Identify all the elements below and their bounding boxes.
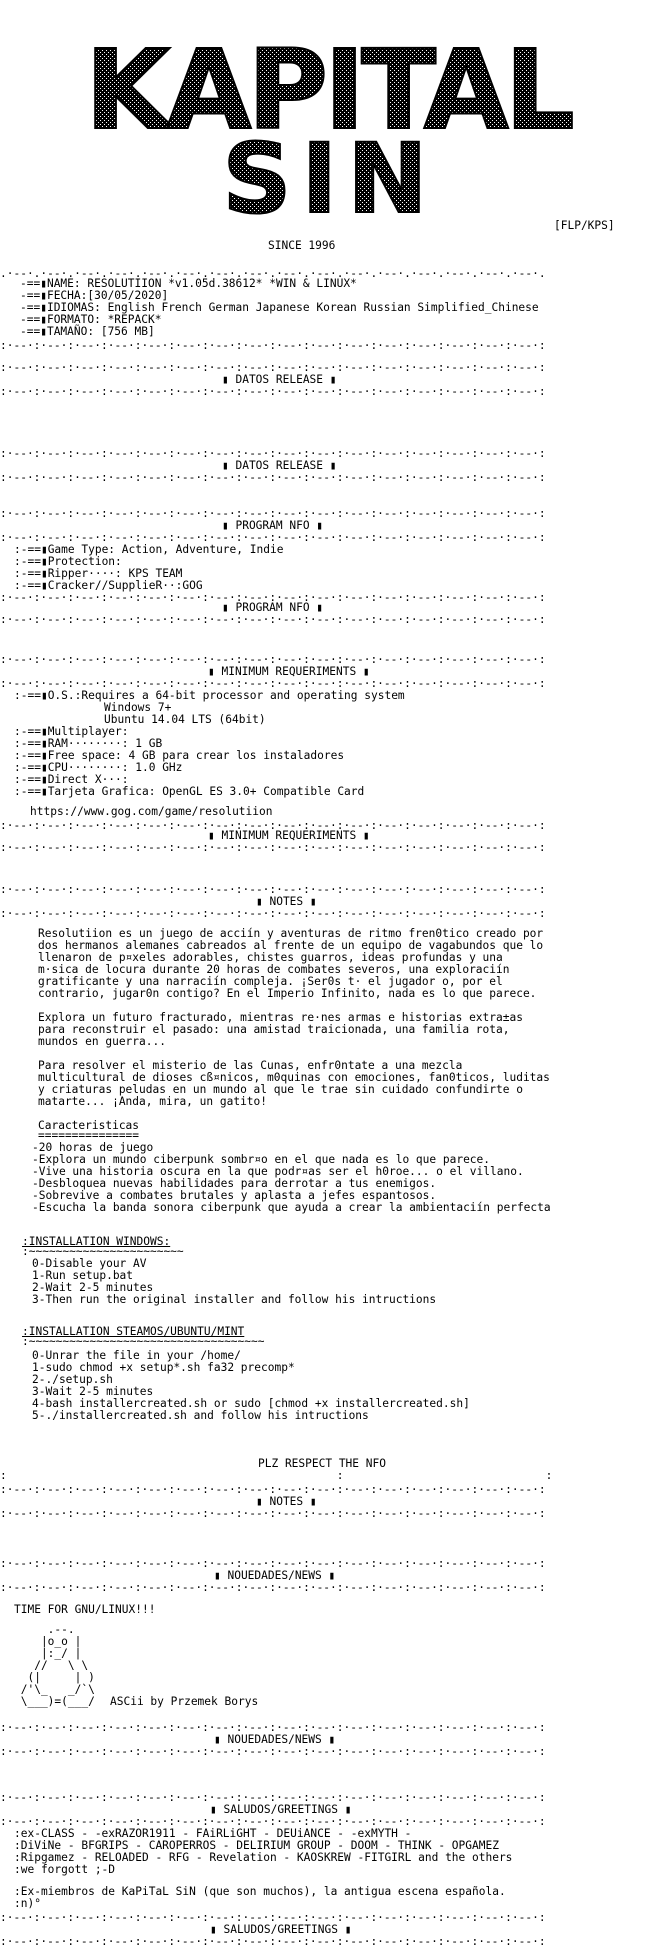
section-title-notes-end: ▮ NOTES ▮ — [256, 1495, 317, 1508]
notes-p2-line: mundos en guerra... — [38, 1035, 166, 1048]
notes-p3-line: matarte... ¡Anda, mira, un gatito! — [38, 1095, 268, 1108]
install-windows-title: :INSTALLATION WINDOWS: — [22, 1235, 171, 1248]
news-headline: TIME FOR GNU/LINUX!!! — [14, 1603, 156, 1616]
req-directx: ▮Direct X···: — [40, 773, 129, 786]
border-line: :·--·:·--·:·--·:·--·:·--·:·--·:·--·:·--·:·--·:·--·:·--·:·--·:·--·:·--·:·--·:·--·: — [0, 841, 546, 854]
install-step: 0-Disable your AV — [32, 1257, 147, 1270]
border-line: :·--·:·--·:·--·:·--·:·--·:·--·:·--·:·--·:·--·:·--·:·--·:·--·:·--·:·--·:·--·:·--·: — [0, 1935, 546, 1948]
border-line: :·--·:·--·:·--·:·--·:·--·:·--·:·--·:·--·:·--·:·--·:·--·:·--·:·--·:·--·:·--·:·--·: — [0, 339, 546, 352]
program-line: :-==▮Ripper····: KPS TEAM — [14, 567, 183, 580]
border-line: :·--·:·--·:·--·:·--·:·--·:·--·:·--·:·--·:·--·:·--·:·--·:·--·:·--·:·--·:·--·:·--·: — [0, 1721, 546, 1734]
date-line: -==▮FECHA:[30/05/2020] — [20, 289, 169, 302]
program-line: :-==▮Protection: — [14, 555, 122, 568]
section-title-datos-release-2: ▮ DATOS RELEASE ▮ — [222, 459, 337, 472]
section-title-min-req: ▮ MINIMUM REQUERIMENTS ▮ — [208, 665, 370, 678]
border-line: :·--·:·--·:·--·:·--·:·--·:·--·:·--·:·--·:·--·:·--·:·--·:·--·:·--·:·--·:·--·:·--·: — [0, 1557, 546, 1570]
greetings-end: :n)° — [14, 1897, 41, 1910]
install-linux-title: :INSTALLATION STEAMOS/UBUNTU/MINT — [22, 1325, 245, 1338]
greetings-line: :Ripgamez - RELOADED - RFG - Revelation - KAOSKREW -FITGIRL and the others — [14, 1851, 513, 1864]
penguin-ascii-art: .--. |o_o | |:_/ | // \ \ (| | ) /'\_ _/`\ \___)=(___/ — [20, 1623, 95, 1708]
req-line: :-==▮O.S.:Requires a 64-bit processor and operating system — [14, 689, 405, 702]
features-title: Caracteristicas — [38, 1119, 140, 1132]
size-line: -==▮TAMAÑO: [756 MB] — [20, 325, 155, 338]
notes-p3-line: y criaturas peludas en un mundo al que le trae sin cuidado confundirte o — [38, 1083, 523, 1096]
game-url[interactable]: https://www.gog.com/game/resolutiion — [30, 805, 273, 818]
border-line: :·--·:·--·:·--·:·--·:·--·:·--·:·--·:·--·:·--·:·--·:·--·:·--·:·--·:·--·:·--·:·--·: — [0, 1911, 546, 1924]
program-line: :-==▮Game Type: Action, Adventure, Indie — [14, 543, 284, 556]
notes-p2-line: para reconstruir el pasado: una amistad traicionada, una familia rota, — [38, 1023, 510, 1036]
border-line: :·--·:·--·:·--·:·--·:·--·:·--·:·--·:·--·:·--·:·--·:·--·:·--·:·--·:·--·:·--·:·--·: — [0, 1507, 546, 1520]
border-line: :·--·:·--·:·--·:·--·:·--·:·--·:·--·:·--·:·--·:·--·:·--·:·--·:·--·:·--·:·--·:·--·: — [0, 591, 546, 604]
feature-item: -Escucha la banda sonora ciberpunk que ayuda a crear la ambientaciín perfecta — [32, 1201, 551, 1214]
border-line: :·--·:·--·:·--·:·--·:·--·:·--·:·--·:·--·:·--·:·--·:·--·:·--·:·--·:·--·:·--·:·--·: — [0, 507, 546, 520]
release-date: ▮FECHA:[30/05/2020] — [40, 289, 169, 302]
border-line: : : : — [0, 1469, 553, 1482]
since-text: SINCE 1996 — [268, 239, 336, 252]
req-line: :-==▮Tarjeta Grafica: OpenGL ES 3.0+ Compatible Card — [14, 785, 365, 798]
border-line: :·--·:·--·:·--·:·--·:·--·:·--·:·--·:·--·:·--·:·--·:·--·:·--·:·--·:·--·:·--·:·--·: — [0, 653, 546, 666]
req-os-3: Ubuntu 14.04 LTS (64bit) — [104, 713, 266, 726]
languages-line: -==▮IDIOMAS: English French German Japanese Korean Russian Simplified_Chinese — [20, 301, 539, 314]
border-line: :·--·:·--·:·--·:·--·:·--·:·--·:·--·:·--·:·--·:·--·:·--·:·--·:·--·:·--·:·--·:·--·: — [0, 1581, 546, 1594]
border-line: :·--·:·--·:·--·:·--·:·--·:·--·:·--·:·--·:·--·:·--·:·--·:·--·:·--·:·--·:·--·:·--·: — [0, 1815, 546, 1828]
section-title-greetings: ▮ SALUDOS/GREETINGS ▮ — [210, 1803, 352, 1816]
install-step: 5-./installercreated.sh and follow his intructions — [32, 1409, 369, 1422]
release-tag: [FLP/KPS] — [554, 219, 615, 232]
feature-item: -Vive una historia oscura en la que podr¤as ser el h0roe... o el villano. — [32, 1165, 524, 1178]
ascii-credit: ASCii by Przemek Borys — [110, 1695, 259, 1708]
notes-p1-line: contrario, jugar0n contigo? En el Imperio Infinito, nada es lo que parece. — [38, 987, 537, 1000]
req-line: :-==▮RAM········: 1 GB — [14, 737, 163, 750]
feature-item: -Sobrevive a combates brutales y aplasta a jefes espantosos. — [32, 1189, 437, 1202]
install-step: 3-Then run the original installer and follow his intructions — [32, 1293, 437, 1306]
req-graphics: ▮Tarjeta Grafica: OpenGL ES 3.0+ Compatible Card — [40, 785, 365, 798]
features-underline: =============== — [38, 1129, 140, 1142]
ripper: ▮Ripper····: KPS TEAM — [40, 567, 183, 580]
wavy-underline: :~~~~~~~~~~~~~~~~~~~~~~~~~~~~~~~~~~~ — [22, 1335, 265, 1348]
kapital-sin-logo — [0, 0, 656, 240]
section-title-greetings-end: ▮ SALUDOS/GREETINGS ▮ — [210, 1923, 352, 1936]
game-type: ▮Game Type: Action, Adventure, Indie — [40, 543, 284, 556]
install-step: 1-sudo chmod +x setup*.sh fa32 precomp* — [32, 1361, 295, 1374]
notes-p2-line: Explora un futuro fracturado, mientras re·nes armas e historias extra±as — [38, 1011, 523, 1024]
greetings-line: :ex-CLASS - -exRAZOR1911 - FAiRLiGHT - DEUiANCE - -exMYTH - — [14, 1827, 412, 1840]
logo-text-top: KAPITAL — [85, 26, 571, 154]
border-line: :·--·:·--·:·--·:·--·:·--·:·--·:·--·:·--·:·--·:·--·:·--·:·--·:·--·:·--·:·--·:·--·: — [0, 361, 546, 374]
notes-p1-line: m·sica de locura durante 20 horas de combates severos, una exploraciín — [38, 963, 510, 976]
notes-p1-line: Resolutiion es un juego de acciín y aventuras de ritmo fren0tico creado por — [38, 927, 544, 940]
section-title-datos-release: ▮ DATOS RELEASE ▮ — [222, 373, 337, 386]
req-free-space: ▮Free space: 4 GB para crear los instaladores — [40, 749, 345, 762]
notes-p3-line: Para resolver el misterio de las Cunas, enfr0ntate a una mezcla — [38, 1059, 463, 1072]
respect-nfo: PLZ RESPECT THE NFO — [258, 1457, 386, 1470]
req-os-1: ▮O.S.:Requires a 64-bit processor and operating system — [40, 689, 405, 702]
req-line: :-==▮Multiplayer: — [14, 725, 129, 738]
border-line: :·--·:·--·:·--·:·--·:·--·:·--·:·--·:·--·:·--·:·--·:·--·:·--·:·--·:·--·:·--·:·--·: — [0, 385, 546, 398]
border-line: :·--·:·--·:·--·:·--·:·--·:·--·:·--·:·--·:·--·:·--·:·--·:·--·:·--·:·--·:·--·:·--·: — [0, 907, 546, 920]
notes-p1-line: gratificante y una narraciín compleja. ¡Ser0s t· el jugador o, por el — [38, 975, 503, 988]
req-cpu: ▮CPU········: 1.0 GHz — [40, 761, 183, 774]
wavy-underline: :~~~~~~~~~~~~~~~~~~~~~~~ — [22, 1245, 184, 1258]
section-title-notes: ▮ NOTES ▮ — [256, 895, 317, 908]
req-line: :-==▮CPU········: 1.0 GHz — [14, 761, 183, 774]
program-line: :-==▮Cracker//SupplieR··:GOG — [14, 579, 203, 592]
section-title-program-nfo: ▮ PROGRAM NFO ▮ — [222, 519, 324, 532]
cracker: ▮Cracker//SupplieR··:GOG — [40, 579, 203, 592]
section-title-news-end: ▮ NOUEDADES/NEWS ▮ — [214, 1733, 336, 1746]
release-format: ▮FORMATO: *REPACK* — [40, 313, 162, 326]
greetings-line: :DiViNe - BFGRIPS - CAROPERROS - DELIRIUM GROUP - DOOM - THINK - OPGAMEZ — [14, 1839, 499, 1852]
border-line: :·--·:·--·:·--·:·--·:·--·:·--·:·--·:·--·:·--·:·--·:·--·:·--·:·--·:·--·:·--·:·--·: — [0, 883, 546, 896]
req-line: :-==▮Free space: 4 GB para crear los instaladores — [14, 749, 345, 762]
feature-item: -20 horas de juego — [32, 1141, 154, 1154]
install-step: 3-Wait 2-5 minutes — [32, 1385, 154, 1398]
format-line: -==▮FORMATO: *REPACK* — [20, 313, 162, 326]
logo-text-bottom: SIN — [222, 123, 438, 235]
notes-p1-line: llenaron de p¤xeles adorables, chistes guarros, ideas profundas y una — [38, 951, 503, 964]
section-title-program-nfo-end: ▮ PROGRAM NFO ▮ — [222, 601, 324, 614]
border-line: :·--·:·--·:·--·:·--·:·--·:·--·:·--·:·--·:·--·:·--·:·--·:·--·:·--·:·--·:·--·:·--·: — [0, 447, 546, 460]
border-line: :·--·:·--·:·--·:·--·:·--·:·--·:·--·:·--·:·--·:·--·:·--·:·--·:·--·:·--·:·--·:·--·: — [0, 531, 546, 544]
install-step: 2-./setup.sh — [32, 1373, 113, 1386]
release-languages: ▮IDIOMAS: English French German Japanese Korean Russian Simplified_Chinese — [40, 301, 539, 314]
feature-item: -Desbloquea nuevas habilidades para derrotar a tus enemigos. — [32, 1177, 437, 1190]
notes-p3-line: multicultural de dioses cß¤nicos, m0quinas con emociones, fan0ticos, luditas — [38, 1071, 550, 1084]
greetings-footer: :Ex-miembros de KaPiTaL SiN (que son muchos), la antigua escena española. — [14, 1885, 506, 1898]
notes-p1-line: dos hermanos alemanes cabreados al frente de un equipo de vagabundos que lo — [38, 939, 544, 952]
section-title-news: ▮ NOUEDADES/NEWS ▮ — [214, 1569, 336, 1582]
release-size: ▮TAMAÑO: [756 MB] — [40, 325, 155, 338]
req-os-2: Windows 7+ — [104, 701, 172, 714]
border-line: :·--·:·--·:·--·:·--·:·--·:·--·:·--·:·--·:·--·:·--·:·--·:·--·:·--·:·--·:·--·:·--·: — [0, 677, 546, 690]
border-line: :·--·:·--·:·--·:·--·:·--·:·--·:·--·:·--·:·--·:·--·:·--·:·--·:·--·:·--·:·--·:·--·: — [0, 819, 546, 832]
name-line: -==▮NAME: RESOLUTIION *v1.05d.38612* *WIN & LINUX* — [20, 277, 357, 290]
feature-item: -Explora un mundo ciberpunk sombr¤o en el que nada es lo que parece. — [32, 1153, 491, 1166]
req-multiplayer: ▮Multiplayer: — [40, 725, 129, 738]
req-line: :-==▮Direct X···: — [14, 773, 129, 786]
border-line: :·--·:·--·:·--·:·--·:·--·:·--·:·--·:·--·:·--·:·--·:·--·:·--·:·--·:·--·:·--·:·--·: — [0, 1483, 546, 1496]
border-line: :·--·:·--·:·--·:·--·:·--·:·--·:·--·:·--·:·--·:·--·:·--·:·--·:·--·:·--·:·--·:·--·: — [0, 1791, 546, 1804]
release-name: ▮NAME: RESOLUTIION *v1.05d.38612* *WIN & LINUX* — [40, 277, 357, 290]
section-title-min-req-end: ▮ MINIMUM REQUERIMENTS ▮ — [208, 829, 370, 842]
border-line: :·--·:·--·:·--·:·--·:·--·:·--·:·--·:·--·:·--·:·--·:·--·:·--·:·--·:·--·:·--·:·--·: — [0, 471, 546, 484]
install-step: 1-Run setup.bat — [32, 1269, 134, 1282]
install-step: 2-Wait 2-5 minutes — [32, 1281, 154, 1294]
req-ram: ▮RAM········: 1 GB — [40, 737, 163, 750]
install-step: 0-Unrar the file in your /home/ — [32, 1349, 241, 1362]
border-line: .·--·.·--·.·--·.·--·.·--·.·--·.·--·.·--·.·--·.·--·.·--·.·--·.·--·.·--·.·--·.·--·. — [0, 267, 546, 280]
protection: ▮Protection: — [40, 555, 122, 568]
install-step: 4-bash installercreated.sh or sudo [chmod +x installercreated.sh] — [32, 1397, 470, 1410]
greetings-line: :we forgott ;-D — [14, 1863, 116, 1876]
border-line: :·--·:·--·:·--·:·--·:·--·:·--·:·--·:·--·:·--·:·--·:·--·:·--·:·--·:·--·:·--·:·--·: — [0, 613, 546, 626]
border-line: :·--·:·--·:·--·:·--·:·--·:·--·:·--·:·--·:·--·:·--·:·--·:·--·:·--·:·--·:·--·:·--·: — [0, 1745, 546, 1758]
